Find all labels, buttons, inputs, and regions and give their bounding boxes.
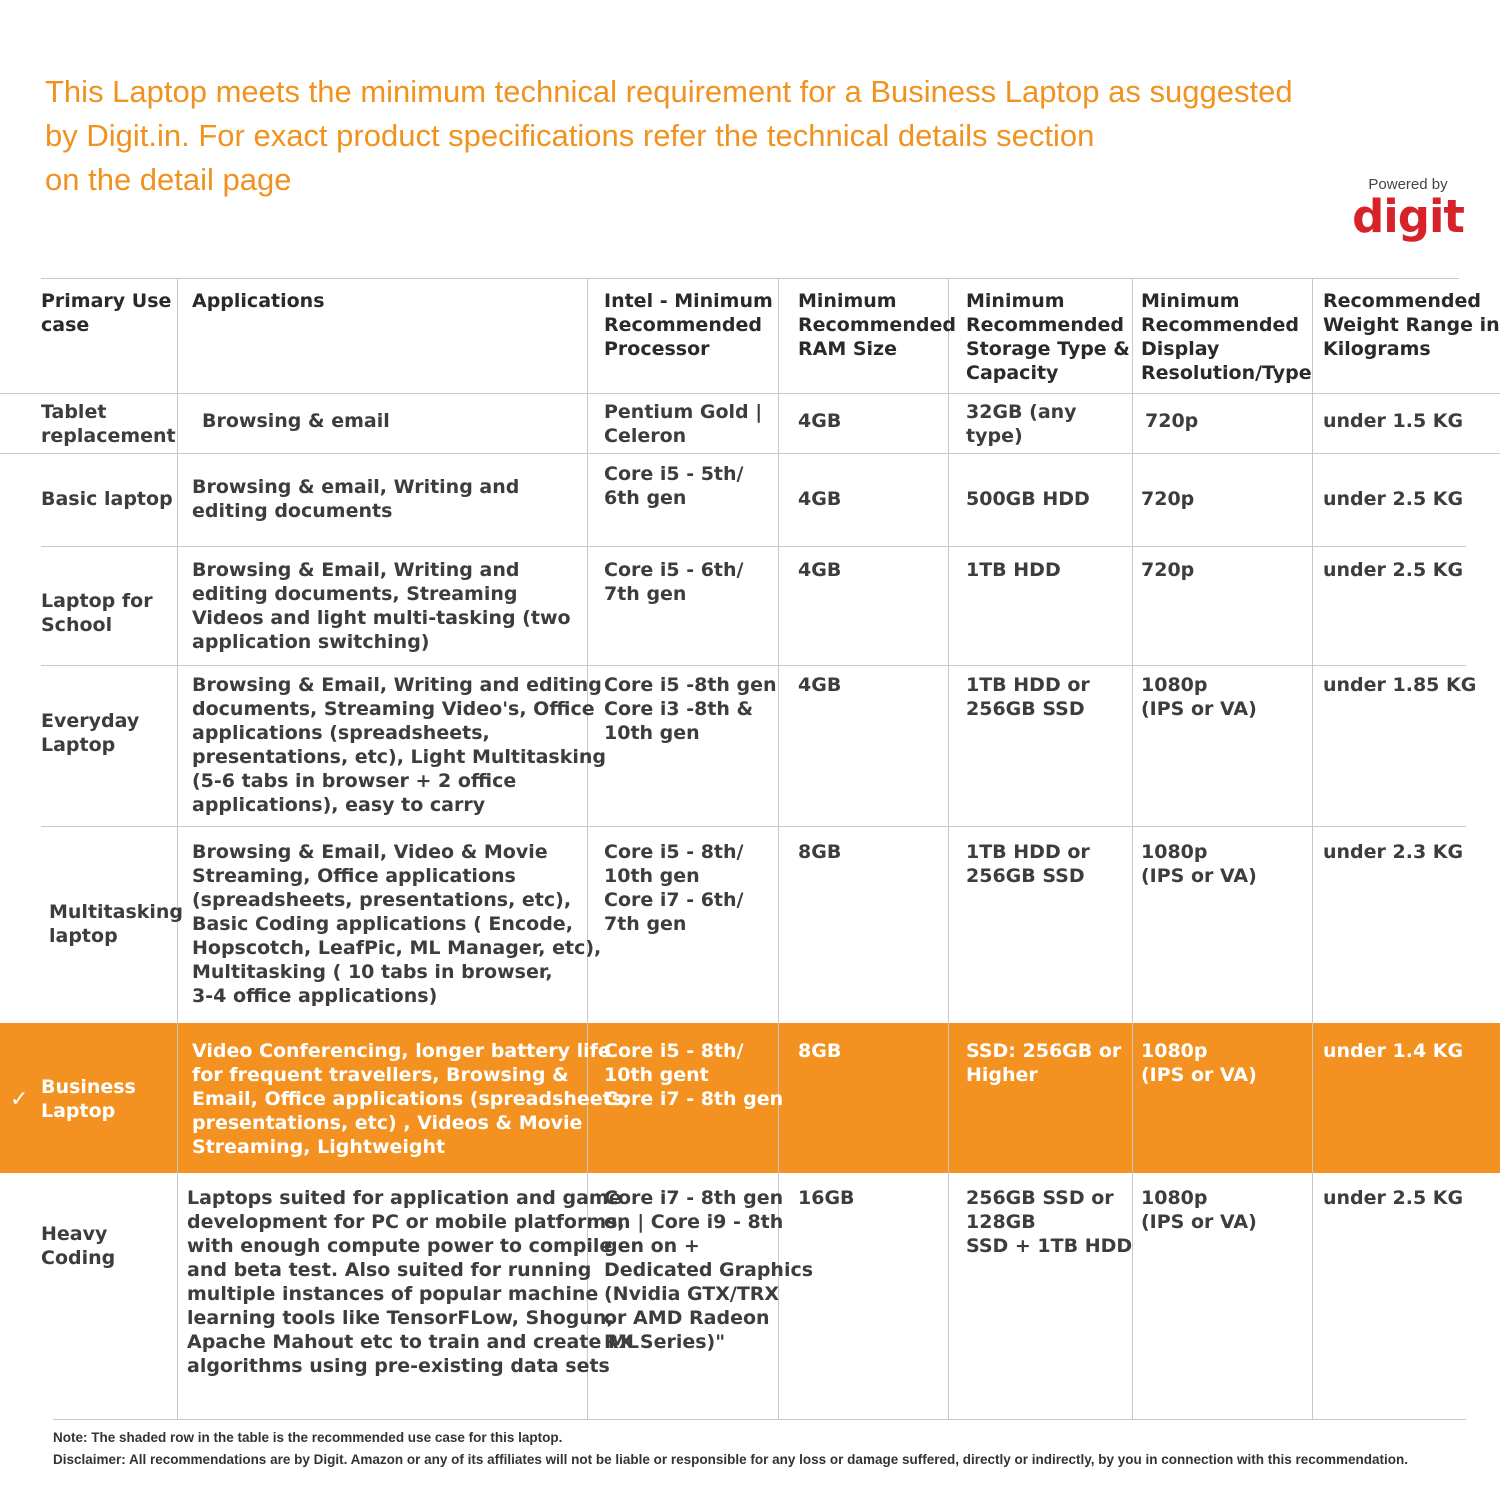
table-column-divider (177, 278, 178, 1420)
table-cell: with enough compute power to compile (187, 1235, 613, 1257)
table-cell: learning tools like TensorFLow, Shogun, (187, 1307, 614, 1329)
table-cell: 10th gen (604, 865, 700, 887)
table-cell: Basic Coding applications ( Encode, (192, 913, 573, 935)
headline-line: This Laptop meets the minimum technical requirement for a Business Laptop as suggested (45, 74, 1293, 109)
column-header: Recommended (1141, 314, 1299, 336)
headline (45, 70, 1365, 202)
table-cell: (IPS or VA) (1141, 865, 1257, 887)
column-header: Recommended (966, 314, 1124, 336)
table-cell: 7th gen (604, 913, 687, 935)
table-cell: 3-4 office applications) (192, 985, 438, 1007)
table-cell: (IPS or VA) (1141, 1211, 1257, 1233)
table-cell: 4GB (798, 674, 842, 696)
table-cell: documents, Streaming Video's, Office (192, 698, 595, 720)
powered-by-label: Powered by (1368, 176, 1448, 193)
table-cell: under 2.5 KG (1323, 488, 1464, 510)
table-cell: 32GB (any (966, 401, 1077, 423)
column-header: Capacity (966, 362, 1059, 384)
table-cell: 7th gen (604, 583, 687, 605)
table-cell: Core i7 - 8th gen (604, 1088, 784, 1110)
table-cell: 10th gent (604, 1064, 709, 1086)
table-cell: Videos and light multi-tasking (two (192, 607, 571, 629)
table-cell: multiple instances of popular machine (187, 1283, 599, 1305)
table-cell: Core i5 - 5th/ (604, 463, 744, 485)
table-cell: Multitasking ( 10 tabs in browser, (192, 961, 553, 983)
column-header: Primary Use (41, 290, 172, 312)
row-use-case: Multitasking (49, 901, 184, 923)
table-cell: (5-6 tabs in browser + 2 office (192, 770, 517, 792)
table-rule (41, 665, 1466, 666)
table-cell: (IPS or VA) (1141, 1064, 1257, 1086)
table-column-divider (948, 278, 949, 1420)
table-cell: Core i5 -8th gen (604, 674, 777, 696)
row-use-case: School (41, 614, 113, 636)
table-cell: development for PC or mobile platforms, (187, 1211, 625, 1233)
table-cell: Browsing & email, Writing and (192, 476, 520, 498)
table-cell: 720p (1141, 559, 1195, 581)
table-cell: under 1.5 KG (1323, 410, 1464, 432)
table-cell: SSD: 256GB or (966, 1040, 1122, 1062)
table-cell: 720p (1145, 410, 1199, 432)
table-cell: 1080p (1141, 674, 1208, 696)
column-header: Applications (192, 290, 325, 312)
table-cell: 256GB SSD or (966, 1187, 1114, 1209)
table-cell: under 2.5 KG (1323, 1187, 1464, 1209)
table-cell: Core i5 - 8th/ (604, 841, 744, 863)
table-cell: Pentium Gold | (604, 401, 763, 423)
table-column-divider (1312, 278, 1313, 1420)
row-use-case: Heavy (41, 1223, 108, 1245)
table-cell: editing documents (192, 500, 393, 522)
column-header: case (41, 314, 90, 336)
column-header: Processor (604, 338, 710, 360)
table-cell: 1TB HDD (966, 559, 1061, 581)
table-note: Note: The shaded row in the table is the recommended use case for this laptop. (53, 1430, 563, 1445)
column-header: Resolution/Type (1141, 362, 1312, 384)
row-use-case: laptop (49, 925, 118, 947)
table-cell: 4GB (798, 559, 842, 581)
table-cell: 4GB (798, 488, 842, 510)
table-cell: presentations, etc) , Videos & Movie (192, 1112, 583, 1134)
table-cell: 1080p (1141, 841, 1208, 863)
table-cell: Core i7 - 8th gen (604, 1187, 784, 1209)
table-cell: under 2.3 KG (1323, 841, 1464, 863)
digit-logo: digit (1352, 190, 1464, 243)
row-use-case: replacement (41, 425, 176, 447)
row-use-case: Basic laptop (41, 488, 173, 510)
column-header: Recommended (1323, 290, 1481, 312)
disclaimer: Disclaimer: All recommendations are by Digit. Amazon or any of its affiliates will not be liable or responsible for any loss or damage suffered, directly or indirectly, by you in connection with this recommendation. (53, 1452, 1409, 1467)
table-cell: 1080p (1141, 1040, 1208, 1062)
table-cell: Browsing & Email, Video & Movie (192, 841, 548, 863)
table-cell: 128GB (966, 1211, 1036, 1233)
table-cell: 1080p (1141, 1187, 1208, 1209)
table-cell: RX Series)" (604, 1331, 726, 1353)
table-cell: (Nvidia GTX/TRX (604, 1283, 780, 1305)
table-cell: 6th gen (604, 487, 687, 509)
column-header: Minimum (966, 290, 1065, 312)
table-cell: application switching) (192, 631, 430, 653)
table-cell: 1TB HDD or (966, 841, 1090, 863)
table-cell: Celeron (604, 425, 687, 447)
row-use-case: Everyday (41, 710, 140, 732)
column-header: Minimum (798, 290, 897, 312)
row-use-case: Laptop for (41, 590, 153, 612)
table-cell: Core i5 - 8th/ (604, 1040, 744, 1062)
column-header: Kilograms (1323, 338, 1431, 360)
table-cell: 8GB (798, 1040, 842, 1062)
table-cell: for frequent travellers, Browsing & (192, 1064, 569, 1086)
row-use-case: Business (41, 1076, 136, 1098)
table-cell: editing documents, Streaming (192, 583, 518, 605)
table-cell: on | Core i9 - 8th (604, 1211, 784, 1233)
table-cell: under 1.4 KG (1323, 1040, 1464, 1062)
row-use-case: Coding (41, 1247, 116, 1269)
row-use-case: Laptop (41, 1100, 116, 1122)
column-header: Weight Range in (1323, 314, 1500, 336)
table-cell: gen on + (604, 1235, 700, 1257)
table-cell: applications (spreadsheets, (192, 722, 490, 744)
table-cell: Core i7 - 6th/ (604, 889, 744, 911)
table-cell: Dedicated Graphics (604, 1259, 814, 1281)
table-cell: Email, Office applications (spreadsheets, (192, 1088, 631, 1110)
table-cell: Higher (966, 1064, 1038, 1086)
table-rule (53, 1419, 1466, 1420)
table-cell: presentations, etc), Light Multitasking (192, 746, 607, 768)
table-cell: applications), easy to carry (192, 794, 486, 816)
table-cell: type) (966, 425, 1023, 447)
table-cell: 500GB HDD (966, 488, 1090, 510)
table-cell: Streaming, Office applications (192, 865, 516, 887)
table-cell: 8GB (798, 841, 842, 863)
row-use-case: Laptop (41, 734, 116, 756)
column-header: RAM Size (798, 338, 897, 360)
table-cell: and beta test. Also suited for running (187, 1259, 592, 1281)
row-use-case: Tablet (41, 401, 107, 423)
table-column-divider (778, 278, 779, 1420)
checkmark-icon: ✓ (10, 1087, 29, 1112)
table-rule (41, 826, 1466, 827)
table-rule (0, 393, 1500, 394)
column-header: Recommended (604, 314, 762, 336)
table-cell: Video Conferencing, longer battery life (192, 1040, 611, 1062)
column-header: Intel - Minimum (604, 290, 773, 312)
table-rule (41, 546, 1466, 547)
table-cell: 4GB (798, 410, 842, 432)
table-cell: under 2.5 KG (1323, 559, 1464, 581)
column-header: Minimum (1141, 290, 1240, 312)
table-cell: (IPS or VA) (1141, 698, 1257, 720)
headline-line: by Digit.in. For exact product specifications refer the technical details section (45, 118, 1095, 153)
table-cell: Streaming, Lightweight (192, 1136, 446, 1158)
table-cell: Laptops suited for application and game (187, 1187, 622, 1209)
table-rule (41, 278, 1459, 279)
table-cell: Browsing & Email, Writing and (192, 559, 520, 581)
table-cell: algorithms using pre-existing data sets (187, 1355, 610, 1377)
column-header: Storage Type & (966, 338, 1130, 360)
table-cell: under 1.85 KG (1323, 674, 1477, 696)
table-cell: Apache Mahout etc to train and create ML (187, 1331, 639, 1353)
table-cell: 720p (1141, 488, 1195, 510)
table-cell: or AMD Radeon (604, 1307, 770, 1329)
table-cell: 256GB SSD (966, 698, 1085, 720)
table-cell: SSD + 1TB HDD (966, 1235, 1133, 1257)
table-cell: Browsing & Email, Writing and editing (192, 674, 602, 696)
table-rule (0, 453, 1500, 454)
table-cell: 10th gen (604, 722, 700, 744)
table-cell: Core i3 -8th & (604, 698, 754, 720)
headline-line: on the detail page (45, 162, 292, 197)
table-cell: 16GB (798, 1187, 855, 1209)
table-cell: Browsing & email (202, 410, 390, 432)
table-cell: 256GB SSD (966, 865, 1085, 887)
table-cell: (spreadsheets, presentations, etc), (192, 889, 572, 911)
column-header: Display (1141, 338, 1220, 360)
column-header: Recommended (798, 314, 956, 336)
table-cell: Hopscotch, LeafPic, ML Manager, etc), (192, 937, 602, 959)
table-cell: Core i5 - 6th/ (604, 559, 744, 581)
table-cell: 1TB HDD or (966, 674, 1090, 696)
